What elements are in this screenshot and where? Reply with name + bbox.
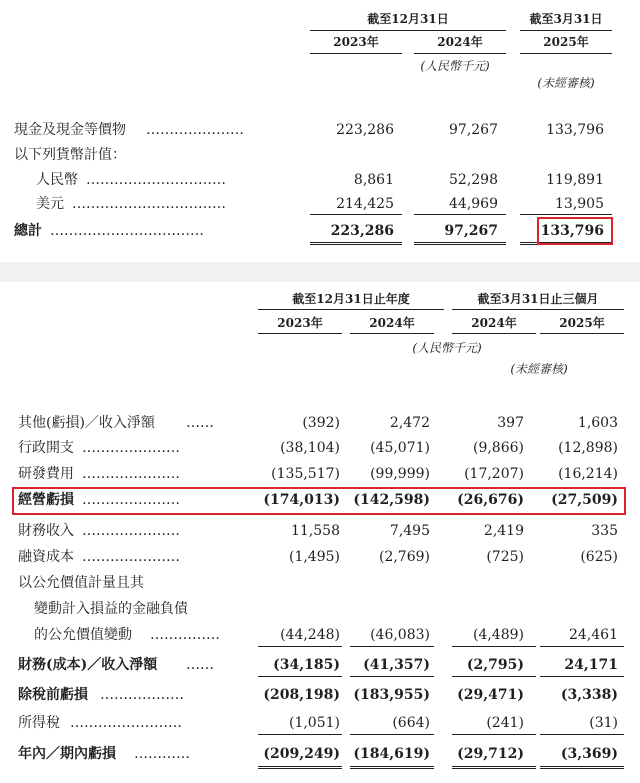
cell-value: (29,712): [457, 746, 524, 762]
row-label: 財務(成本)／收入淨額: [18, 657, 158, 673]
leader-dots: …………………: [82, 492, 180, 508]
subtotal-rule: [258, 646, 342, 647]
cell-value: (1,051): [288, 715, 340, 731]
cell-value: (9,866): [472, 440, 524, 456]
header-group-dec31: 截至12月31日: [367, 12, 449, 26]
leader-dots: …………………………: [86, 172, 226, 188]
subtotal-rule: [258, 676, 342, 677]
header-rule: [414, 53, 506, 54]
leader-dots: ……: [186, 657, 214, 673]
leader-dots: …………………: [82, 466, 180, 482]
cell-value: (16,214): [558, 466, 618, 482]
row-label: 經營虧損: [18, 492, 74, 508]
cell-value: (208,198): [263, 687, 340, 703]
cell-value: (625): [580, 549, 618, 565]
subtotal-rule: [350, 676, 434, 677]
cell-value: 13,905: [555, 196, 604, 212]
row-label: 人民幣: [36, 172, 78, 188]
total-double-rule: [414, 242, 506, 245]
cell-value: (41,357): [363, 657, 430, 673]
subtotal-rule: [540, 676, 624, 677]
unaudited-label: (未經審核): [510, 362, 568, 376]
cell-value: 8,861: [353, 172, 394, 188]
cell-value: (392): [302, 415, 340, 431]
cell-value: 11,558: [291, 523, 340, 539]
header-rule: [310, 53, 402, 54]
unit-label: (人民幣千元): [412, 341, 482, 355]
row-label: 年內／期內虧損: [18, 746, 116, 762]
cell-value: (34,185): [273, 657, 340, 673]
cell-value: (46,083): [370, 627, 430, 643]
header-group-quarter: 截至3月31日止三個月: [477, 292, 599, 306]
cell-value: 119,891: [546, 172, 604, 188]
leader-dots: …………: [134, 746, 190, 762]
year-header: 2023年: [277, 316, 323, 330]
leader-dots: …………………: [146, 122, 244, 138]
cash-table: [0, 0, 640, 262]
cell-value: 133,796: [546, 122, 604, 138]
subtotal-rule: [258, 734, 342, 735]
subtotal-rule: [540, 646, 624, 647]
subtotal-rule: [452, 646, 536, 647]
header-rule: [540, 333, 624, 334]
leader-dots: ……: [186, 415, 214, 431]
cell-value: (4,489): [472, 627, 524, 643]
cell-value: 52,298: [449, 172, 498, 188]
row-label: 除稅前虧損: [18, 687, 88, 703]
unaudited-label: (未經審核): [537, 76, 595, 90]
row-label: 以下列貨幣計值：: [14, 147, 126, 163]
header-rule: [520, 30, 612, 31]
cell-value: (142,598): [353, 492, 430, 508]
cell-value: (209,249): [263, 746, 340, 762]
subtotal-rule: [452, 676, 536, 677]
leader-dots: ……………: [150, 627, 220, 643]
cell-value: (2,769): [378, 549, 430, 565]
cell-value: 24,461: [569, 627, 618, 643]
cell-value: (184,619): [353, 746, 430, 762]
cell-value: 335: [591, 523, 618, 539]
leader-dots: …………………: [82, 549, 180, 565]
cell-value: (725): [486, 549, 524, 565]
finance-table: [0, 282, 640, 783]
header-rule: [350, 333, 434, 334]
leader-dots: ……………………………: [50, 223, 204, 239]
cell-value: 7,495: [389, 523, 430, 539]
total-double-rule: [310, 242, 402, 245]
cell-value: 97,267: [444, 223, 498, 239]
highlight-box: [12, 487, 626, 515]
cell-value: (38,104): [280, 440, 340, 456]
cell-value: 223,286: [330, 223, 394, 239]
leader-dots: ……………………: [70, 715, 182, 731]
header-rule: [258, 333, 342, 334]
total-double-rule: [350, 766, 434, 769]
cell-value: 1,603: [577, 415, 618, 431]
cell-value: (3,338): [560, 687, 618, 703]
leader-dots: ………………: [100, 687, 184, 703]
cell-value: 2,472: [389, 415, 430, 431]
highlight-box: [537, 217, 613, 245]
cell-value: 214,425: [336, 196, 394, 212]
subtotal-rule: [414, 214, 506, 215]
header-rule: [258, 309, 444, 310]
cell-value: (1,495): [288, 549, 340, 565]
header-rule: [452, 333, 536, 334]
subtotal-rule: [350, 646, 434, 647]
year-header: 2024年: [369, 316, 415, 330]
cell-value: (3,369): [560, 746, 618, 762]
year-header: 2025年: [559, 316, 605, 330]
cell-value: (27,509): [551, 492, 618, 508]
total-double-rule: [452, 766, 536, 769]
cell-value: (29,471): [457, 687, 524, 703]
cell-value: (135,517): [271, 466, 340, 482]
subtotal-rule: [540, 734, 624, 735]
cell-value: (44,248): [280, 627, 340, 643]
row-label: 融資成本: [18, 549, 74, 565]
panel-separator: [0, 262, 640, 282]
cell-value: (99,999): [370, 466, 430, 482]
leader-dots: …………………: [82, 440, 180, 456]
total-double-rule: [540, 766, 624, 769]
year-header: 2023年: [333, 35, 379, 49]
cell-value: (12,898): [558, 440, 618, 456]
cell-value: (664): [392, 715, 430, 731]
row-label: 美元: [36, 196, 64, 212]
cell-value: 133,796: [540, 223, 604, 239]
cell-value: (17,207): [464, 466, 524, 482]
unit-label: (人民幣千元): [420, 59, 490, 73]
row-label: 以公允價值計量且其: [18, 575, 144, 591]
row-label: 現金及現金等價物: [14, 122, 126, 138]
cell-value: (31): [589, 715, 618, 731]
header-group-mar31: 截至3月31日: [529, 12, 603, 26]
row-label: 行政開支: [18, 440, 74, 456]
total-double-rule: [258, 766, 342, 769]
row-label: 財務收入: [18, 523, 74, 539]
row-label: 其他(虧損)／收入淨額: [18, 415, 155, 431]
cell-value: 397: [497, 415, 524, 431]
cell-value: (2,795): [466, 657, 524, 673]
header-rule: [452, 309, 624, 310]
cell-value: 24,171: [564, 657, 618, 673]
year-header: 2024年: [437, 35, 483, 49]
subtotal-rule: [520, 214, 612, 215]
cell-value: 97,267: [449, 122, 498, 138]
cell-value: 44,969: [449, 196, 498, 212]
header-rule: [520, 53, 612, 54]
row-label: 研發費用: [18, 466, 74, 482]
row-label: 的公允價值變動: [34, 627, 132, 643]
row-label: 變動計入損益的金融負債: [34, 601, 188, 617]
row-label: 總計: [14, 223, 42, 239]
cell-value: 223,286: [336, 122, 394, 138]
year-header: 2024年: [471, 316, 517, 330]
cell-value: (26,676): [457, 492, 524, 508]
cell-value: (45,071): [370, 440, 430, 456]
cell-value: (174,013): [263, 492, 340, 508]
leader-dots: …………………: [82, 523, 180, 539]
cell-value: (183,955): [353, 687, 430, 703]
subtotal-rule: [310, 214, 402, 215]
cell-value: (241): [486, 715, 524, 731]
subtotal-rule: [452, 734, 536, 735]
leader-dots: ……………………………: [72, 196, 226, 212]
subtotal-rule: [350, 734, 434, 735]
header-group-year: 截至12月31日止年度: [292, 292, 410, 306]
cell-value: 2,419: [483, 523, 524, 539]
header-rule: [310, 30, 506, 31]
year-header: 2025年: [543, 35, 589, 49]
row-label: 所得稅: [18, 715, 60, 731]
